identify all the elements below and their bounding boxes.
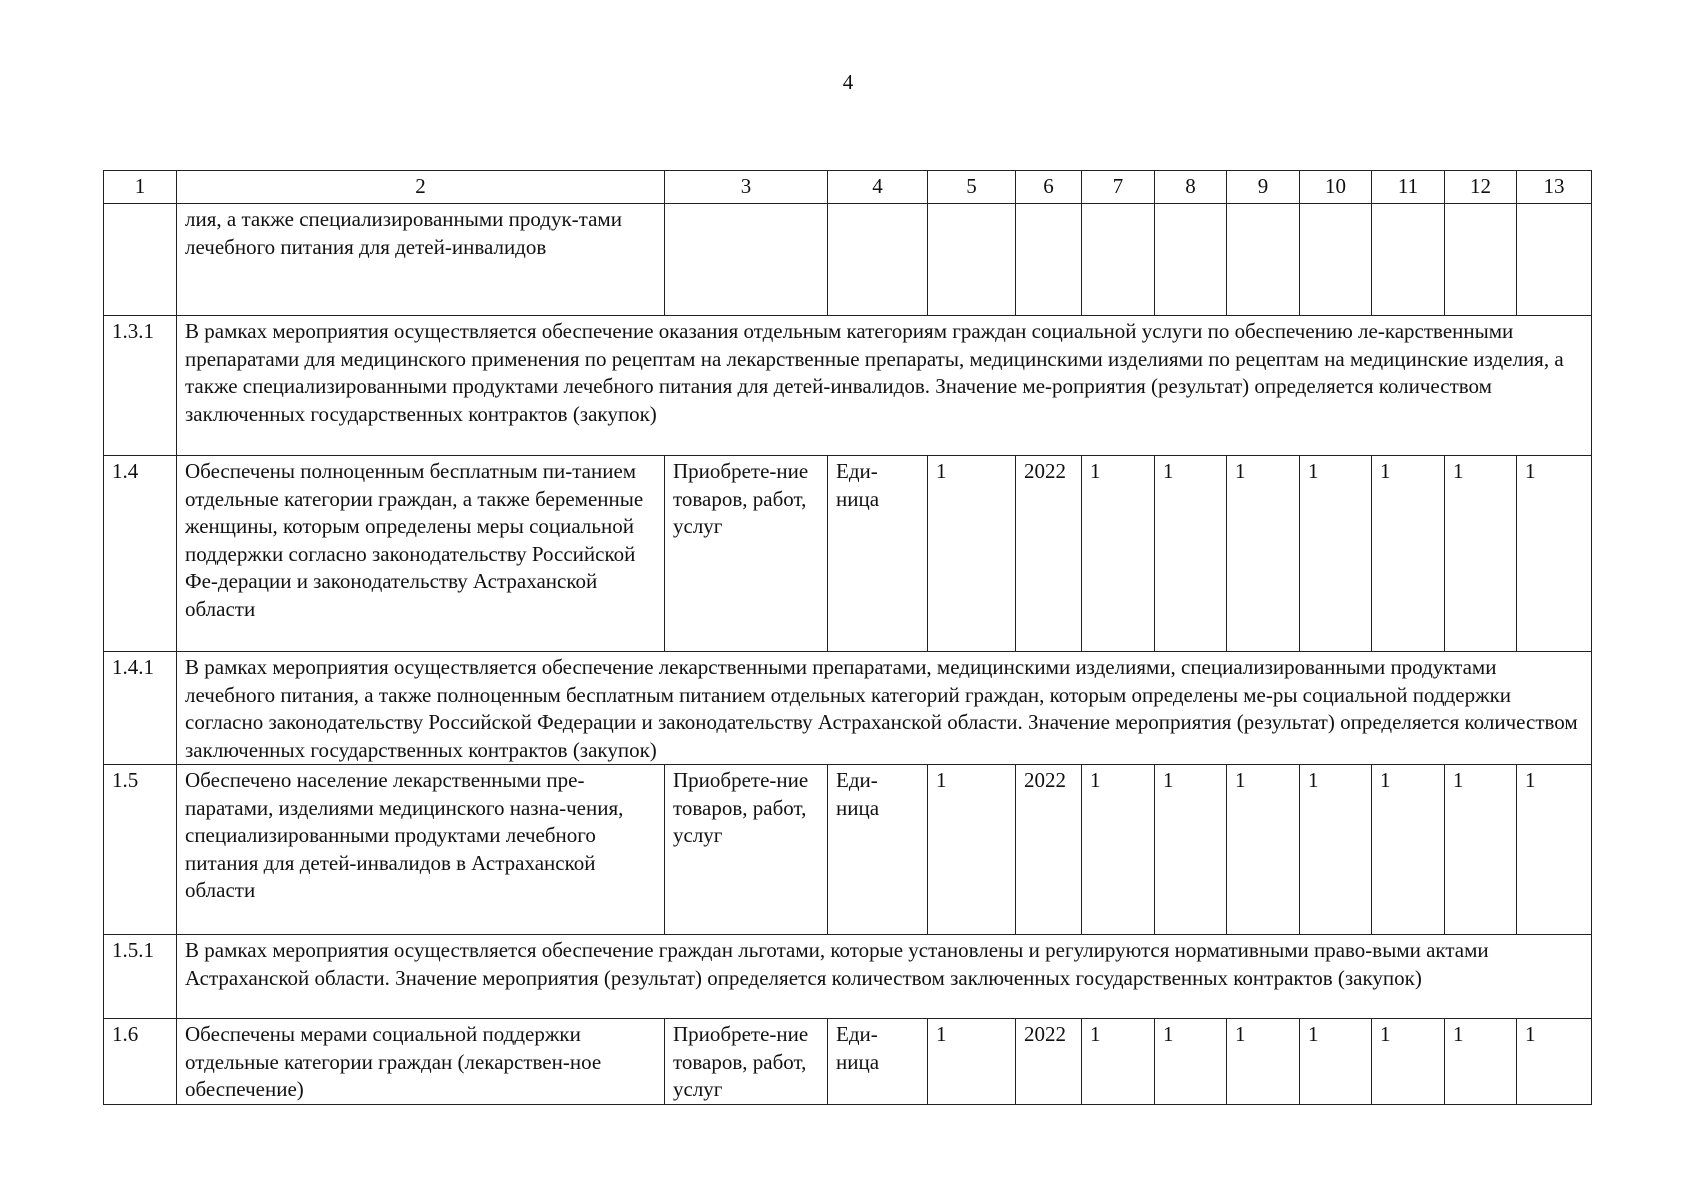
column-header: 5 [928,171,1016,204]
value-cell [1016,204,1082,316]
row-index: 1.3.1 [104,316,177,456]
value-cell [1372,204,1445,316]
value-cell: 1 [1227,456,1300,652]
value-cell: 1 [928,456,1016,652]
row-index: 1.5.1 [104,935,177,1019]
description-text: В рамках мероприятия осуществляется обеспечение лекарственными препаратами, медицинскими изделиями, специализированными продуктами лечебного питания, а также полноценным бесплатным питанием отдельных категорий граждан, которым определены ме-ры социальной поддержки согласно законодательству Российской Федерации и законодательству Астраханской области. Значение мероприятия (результат) определяется количеством заключенных государственных контрактов (закупок) [177,652,1592,765]
result-type: Приобрете-ние товаров, работ, услуг [665,456,828,652]
value-cell: 1 [1300,765,1372,935]
row-index [104,204,177,316]
column-header: 6 [1016,171,1082,204]
value-cell [1155,204,1227,316]
row-index: 1.4.1 [104,652,177,765]
unit-of-measure: Еди-ница [828,456,928,652]
value-cell [1300,204,1372,316]
value-cell: 1 [1155,765,1227,935]
unit-of-measure: Еди-ница [828,765,928,935]
result-type: Приобрете-ние товаров, работ, услуг [665,1019,828,1105]
column-header: 13 [1517,171,1592,204]
table-row [104,456,1592,652]
description-text: В рамках мероприятия осуществляется обеспечение граждан льготами, которые установлены и регулируются нормативными право-выми актами Астраханской области. Значение мероприятия (результат) определяется количеством заключенных государственных контрактов (закупок) [177,935,1592,1019]
value-cell: 1 [1227,1019,1300,1105]
value-cell: 1 [1300,456,1372,652]
result-name: Обеспечено население лекарственными пре-паратами, изделиями медицинского назна-чения, специализированными продуктами лечебного питания для детей-инвалидов в Астраханской области [177,765,665,935]
unit-of-measure [828,204,928,316]
table-header-row [104,171,1592,204]
value-cell [1445,204,1517,316]
column-header: 12 [1445,171,1517,204]
value-cell: 1 [1517,456,1592,652]
result-name: лия, а также специализированными продук-тами лечебного питания для детей-инвалидов [177,204,665,316]
column-header: 7 [1082,171,1155,204]
table-row [104,1019,1592,1105]
value-cell: 1 [1082,1019,1155,1105]
value-cell [1227,204,1300,316]
value-cell: 1 [1517,765,1592,935]
value-cell: 1 [1227,765,1300,935]
value-cell: 1 [1300,1019,1372,1105]
column-header: 10 [1300,171,1372,204]
row-index: 1.4 [104,456,177,652]
value-cell [928,204,1016,316]
column-header: 2 [177,171,665,204]
value-cell: 1 [928,765,1016,935]
description-row [104,652,1592,765]
value-cell [1517,204,1592,316]
value-cell [1082,204,1155,316]
result-type [665,204,828,316]
value-cell: 1 [1155,456,1227,652]
value-cell: 1 [928,1019,1016,1105]
value-cell: 1 [1445,456,1517,652]
value-cell: 2022 [1016,1019,1082,1105]
value-cell: 1 [1082,765,1155,935]
table-row [104,204,1592,316]
value-cell: 1 [1445,1019,1517,1105]
result-name: Обеспечены полноценным бесплатным пи-танием отдельные категории граждан, а также беременные женщины, которым определены меры социальной поддержки согласно законодательству Российской Фе-дерации и законодательству Астраханской области [177,456,665,652]
column-header: 4 [828,171,928,204]
value-cell: 1 [1372,456,1445,652]
column-header: 8 [1155,171,1227,204]
row-index: 1.5 [104,765,177,935]
description-row [104,316,1592,456]
column-header: 3 [665,171,828,204]
description-row [104,935,1592,1019]
results-table [103,170,1592,1105]
value-cell: 2022 [1016,456,1082,652]
column-header: 9 [1227,171,1300,204]
column-header: 11 [1372,171,1445,204]
description-text: В рамках мероприятия осуществляется обеспечение оказания отдельным категориям граждан социальной услуги по обеспечению ле-карственными препаратами для медицинского применения по рецептам на лекарственные препараты, медицинскими изделиями по рецептам на медицинские изделия, а также специализированными продуктами лечебного питания для детей-инвалидов. Значение ме-роприятия (результат) определяется количеством заключенных государственных контрактов (закупок) [177,316,1592,456]
value-cell: 1 [1372,765,1445,935]
value-cell: 1 [1372,1019,1445,1105]
value-cell: 1 [1445,765,1517,935]
page-number: 4 [842,70,854,94]
row-index: 1.6 [104,1019,177,1105]
value-cell: 1 [1155,1019,1227,1105]
result-name: Обеспечены мерами социальной поддержки отдельные категории граждан (лекарствен-ное обеспечение) [177,1019,665,1105]
value-cell: 1 [1082,456,1155,652]
unit-of-measure: Еди-ница [828,1019,928,1105]
value-cell: 1 [1517,1019,1592,1105]
table-row [104,765,1592,935]
result-type: Приобрете-ние товаров, работ, услуг [665,765,828,935]
value-cell: 2022 [1016,765,1082,935]
column-header: 1 [104,171,177,204]
